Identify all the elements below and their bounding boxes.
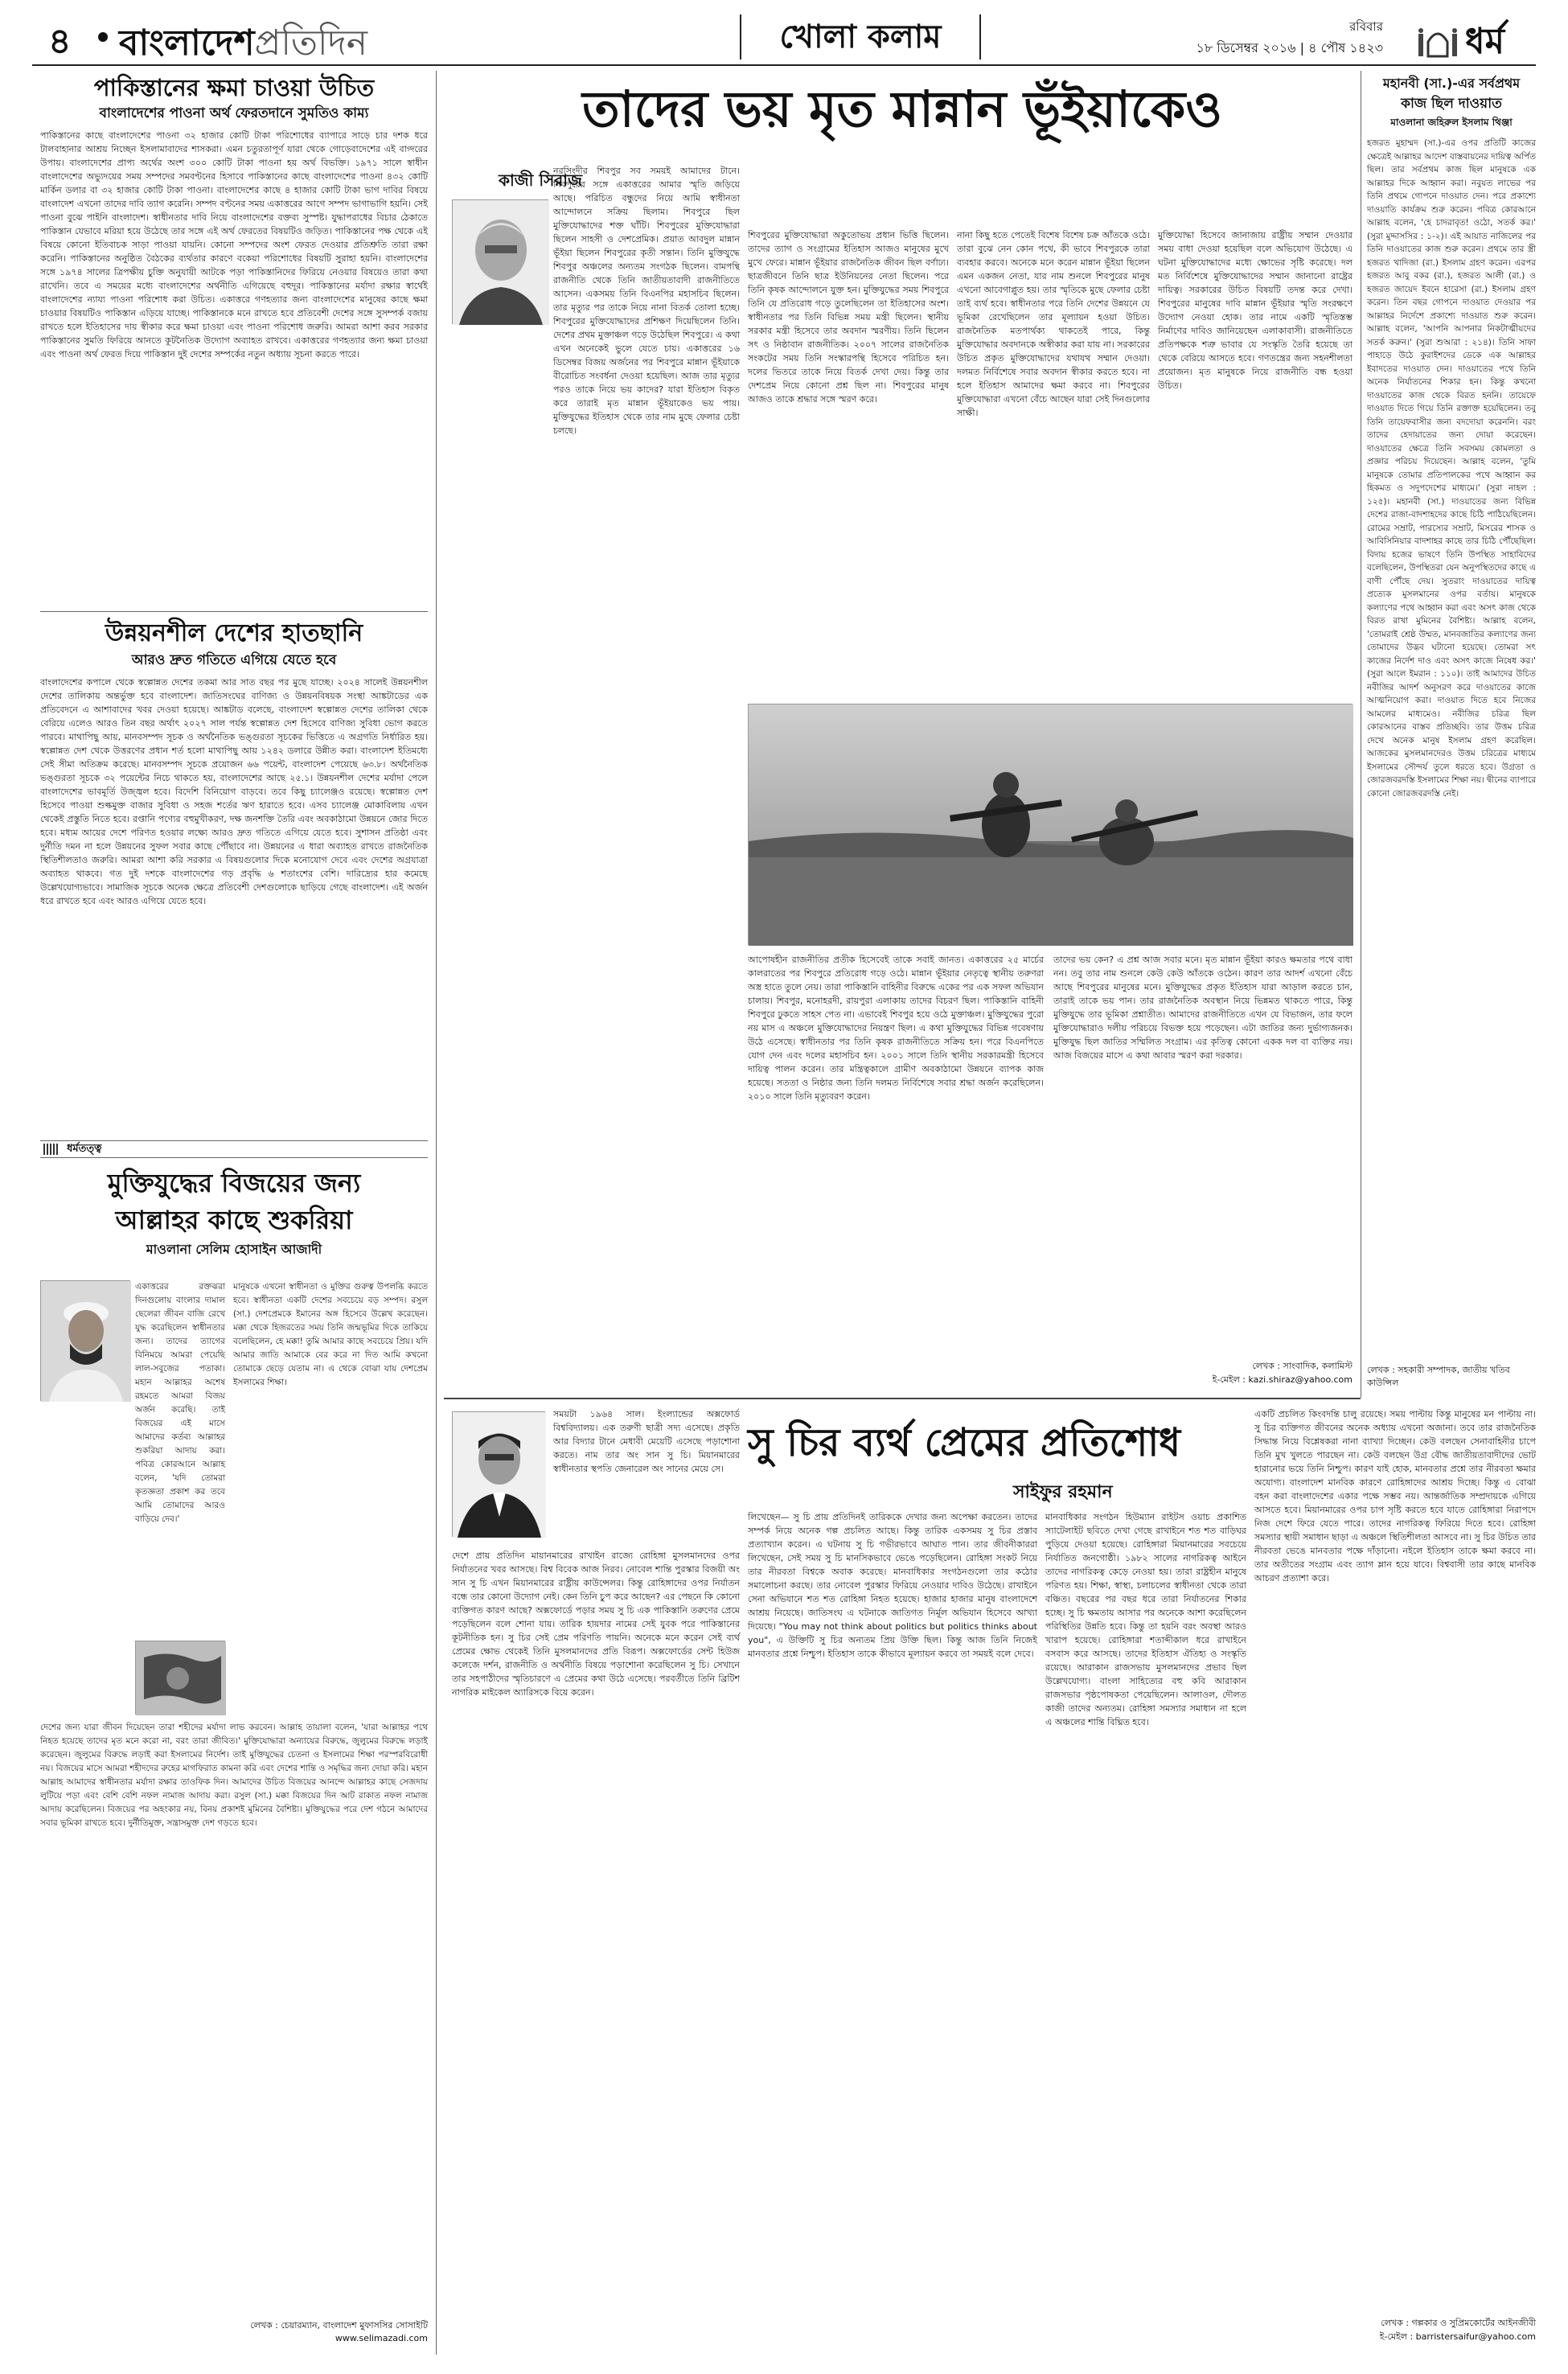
left-article-3 xyxy=(40,1164,428,1267)
editorial-body-2: বাংলাদেশের কপালে থেকে স্বল্পোন্নত দেশের তকমা আর সাত বছর পর মুছে যাচ্ছে। ২০২৪ সালেই উন্নয়নশীল দেশের তালিকায় অন্তর্ভুক্ত হবে বাংলাদেশ। জাতিসংঘের বাণিজ্য ও উন্নয়নবিষয়ক সংস্থা আঙ্কটাডের এক প্রতিবেদনে এ আশাবাদের খবর দেওয়া হয়েছে। আঙ্কটাড বলেছে, বাংলাদেশ স্বল্পোন্নত দেশের তালিকা থেকে বেরিয়ে এলেও আরও তিন বছর অর্থাৎ ২০২৭ সাল পর্যন্ত স্বল্পোন্নত দেশ হিসেবে বাণিজ্য সুবিধা ভোগ করতে পারবে। মাথাপিছু আয়, মানবসম্পদ সূচক ও অর্থনৈতিক ভঙ্গুরতা সূচকের ভিত্তিতে এ অগ্রগতি নির্ধারিত হয়। স্বল্পোন্নত দেশ থেকে উত্তরণের প্রধান শর্ত হলো মাথাপিছু আয় ১২৪২ ডলারে উন্নীত করা। বাংলাদেশ ইতিমধ্যে সেই সীমা অতিক্রম করেছে। মানবসম্পদ সূচকে প্রয়োজন ৬৬ পয়েন্ট, বাংলাদেশ পেয়েছে ৬৩.৮। অর্থনৈতিক ভঙ্গুরতা সূচকে ৩২ পয়েন্টের নিচে থাকতে হয়, বাংলাদেশের আছে ২৫.১। উন্নয়নশীল দেশের মর্যাদা পেলে বাংলাদেশের ভাবমূর্তি উজ্জ্বল হবে। বিদেশি বিনিয়োগ বাড়বে। তবে কিছু চ্যালেঞ্জও রয়েছে। স্বল্পোন্নত দেশ হিসেবে পাওয়া শুল্কমুক্ত বাজার সুবিধা ও সহজ শর্তের ঋণ হারাতে হবে। এসব চ্যালেঞ্জ মোকাবিলায় এখন থেকেই প্রস্তুতি নিতে হবে। রপ্তানি পণ্যের বহুমুখীকরণ, দক্ষ জনশক্তি তৈরি এবং অবকাঠামো উন্নয়নে জোর দিতে হবে। মধ্যম আয়ের দেশে পরিণত হওয়ার লক্ষ্যে আরও দ্রুত গতিতে এগিয়ে যেতে হবে। সুশাসন প্রতিষ্ঠা এবং দুর্নীতি দমন না হলে উন্নয়নের সুফল সবার কাছে পৌঁছাবে না। উন্নয়নের এ ধারা অব্যাহত রাখতে রাজনৈতিক স্থিতিশীলতাও জরুরি। আমরা আশা করি সরকার এ বিষয়গুলোর দিকে মনোযোগ দেবে এবং দেশের অগ্রযাত্রা অব্যাহত থাকবে। গত দুই দশকে বাংলাদেশের গড় প্রবৃদ্ধি ৬ শতাংশের বেশি। দারিদ্র্যের হার কমেছে উল্লেখযোগ্যভাবে। সামাজিক সূচকে অনেক ক্ষেত্রে প্রতিবেশী দেশগুলোকে ছাড়িয়ে গেছে বাংলাদেশ। এই অর্জন ধরে রাখতে হবে এবং আরও এগিয়ে যেতে হবে। xyxy=(40,677,431,906)
religion-bar-label: ধর্মতত্ত্ব xyxy=(67,1143,102,1155)
religion-section-bar xyxy=(40,1140,428,1158)
left-article-1 xyxy=(40,72,431,611)
day-label: রবিবার xyxy=(1349,19,1383,34)
paper-name xyxy=(119,16,367,75)
author-photo-saifur xyxy=(452,1411,545,1537)
kazi-footer-role: লেখক : সাংবাদিক, কলামিস্ট xyxy=(1252,1361,1353,1371)
right-article xyxy=(1367,74,1536,133)
paper-name-bold: বাংলাদেশ xyxy=(119,23,255,64)
saifur-footer-role: লেখক : গল্পকার ও সুপ্রিমকোর্টের আইনজীবী xyxy=(1381,2318,1536,2328)
saifur-col2: লিখেছেন— সু চি প্রায় প্রতিদিনই তারিককে দেখার জন্য অপেক্ষা করতেন। তাদের সম্পর্ক নিয়ে অনেক গল্প প্রচলিত আছে। কিন্তু তারিক একসময় সু চির প্রস্তাব প্রত্যাখ্যান করেন। এ ঘটনায় সু চি গভীরভাবে আঘাত পান। তার জীবনীকাররা লিখেছেন, সেই সময় সু চি মানসিকভাবে ভেঙে পড়েছিলেন। রোহিঙ্গা সংকট নিয়ে তার নীরবতা বিশ্বকে অবাক করেছে। মানবাধিকার সংগঠনগুলো তার কঠোর সমালোচনা করছে। তার নোবেল পুরস্কার ফিরিয়ে নেওয়ার দাবিও উঠেছে। রাখাইনে সেনা অভিযানে শত শত রোহিঙ্গা নিহত হয়েছে। হাজার হাজার মানুষ বাংলাদেশে আশ্রয় নিয়েছে। জাতিসংঘ এ ঘটনাকে জাতিগত নির্মূল অভিযান হিসেবে আখ্যা দিয়েছে। "You may not think about politics but politics thinks about you", এ উক্তিটি সু চির অন্যতম প্রিয় উক্তি ছিল। কিন্তু আজ তিনি নিজেই মানবতার প্রশ্নে নিশ্চুপ। ইতিহাস তাকে কীভাবে মূল্যায়ন করবে তা সময়ই বলে দেবে। xyxy=(748,1512,1041,1659)
saifur-footer-email: ই-মেইল : barristersaifur@yahoo.com xyxy=(1379,2331,1536,2342)
religion-headline-line1: মুক্তিযুদ্ধের বিজয়ের জন্য xyxy=(107,1168,361,1198)
editorial-headline-2: উন্নয়নশীল দেশের হাতছানি xyxy=(105,619,363,647)
kazi-author-name: কাজী সিরাজ xyxy=(499,170,582,190)
right-footer: লেখক : সহকারী সম্পাদক, জাতীয় খতিব কাউন্সিল xyxy=(1367,1365,1510,1388)
page-number: ৪ xyxy=(48,21,72,62)
date-box xyxy=(1142,18,1383,60)
religion-section-title: ধর্ম xyxy=(1465,21,1505,62)
kazi-col-lower: আপোষহীন রাজনীতির প্রতীক হিসেবেই তাকে সবাই জানত। একাত্তরের ২৫ মার্চের কালরাতের পর শিবপুরে প্রতিরোধ গড়ে ওঠে। মান্নান ভূঁইয়ার নেতৃত্বে স্থানীয় তরুণরা অস্ত্র হাতে তুলে নেয়। তারা পাকিস্তানি বাহিনীর বিরুদ্ধে একের পর এক সফল অভিযান চালায়। শিবপুর, মনোহরদী, রায়পুরা এলাকায় তাদের বিচরণ ছিল। পাকিস্তানি বাহিনী শিবপুরে ঢুকতে সাহস পেত না। এভাবেই শিবপুর হয়ে ওঠে মুক্তাঞ্চল। মুক্তিযুদ্ধের পুরো নয় মাস এ অঞ্চলে মুক্তিযোদ্ধাদের নিয়ন্ত্রণ ছিল। এ কথা মুক্তিযুদ্ধের বিভিন্ন গবেষণায় উঠে এসেছে। স্বাধীনতার পর তিনি কৃষক রাজনীতিতে সক্রিয় হন। পরে বিএনপিতে যোগ দেন এবং দলের মহাসচিব হন। ২০০১ সালে তিনি স্থানীয় সরকারমন্ত্রী হিসেবে দায়িত্ব পালন করেন। তার মন্ত্রিত্বকালে গ্রামীণ অবকাঠামো উন্নয়নে ব্যাপক কাজ হয়েছে। সততা ও নিষ্ঠার জন্য তিনি দলমত নির্বিশেষে সবার শ্রদ্ধা অর্জন করেছিলেন। ২০১০ সালে তিনি মৃত্যুবরণ করেন। xyxy=(748,955,1047,1102)
religion-bar-icon xyxy=(43,1144,58,1155)
kazi-footer-email: ই-মেইল : kazi.shiraz@yahoo.com xyxy=(1212,1374,1353,1385)
religion-footer xyxy=(233,2319,428,2345)
date-label: ১৮ ডিসেম্বর ২০১৬ | ৪ পৌষ ১৪২৩ xyxy=(1196,40,1383,55)
religion-footer-url: www.selimazadi.com xyxy=(335,2333,428,2343)
right-body: হজরত মুহাম্মদ (সা.)-এর ওপর প্রতিটি কাজের ক্ষেত্রেই আল্লাহর আদেশ বাস্তবায়নের দায়িত্ব অর্পিত ছিল। তার সর্বপ্রথম কাজ ছিল মানুষকে এক আল্লাহর দিকে আহ্বান করা। নবুয়ত লাভের পর তিনি প্রথমে গোপনে দাওয়াত দেন। পরে প্রকাশ্যে দাওয়াতি কার্যক্রম শুরু করেন। পবিত্র কোরআনে আল্লাহ বলেন, 'হে চাদরাবৃত! ওঠো, সতর্ক কর।' (সুরা মুদ্দাসসির : ১-২)। এই আয়াত নাজিলের পর তিনি দাওয়াতের কাজ শুরু করেন। প্রথমে তার স্ত্রী হজরত খাদিজা (রা.) ইসলাম গ্রহণ করেন। এরপর হজরত আবু বকর (রা.), হজরত আলী (রা.) ও হজরত জায়েদ ইবনে হারেসা (রা.) ইসলাম গ্রহণ করেন। তিন বছর গোপনে দাওয়াত দেওয়ার পর আল্লাহর নির্দেশে প্রকাশ্যে দাওয়াত শুরু করেন। আল্লাহ বলেন, 'আপনি আপনার নিকটাত্মীয়দের সতর্ক করুন।' (সুরা শুআরা : ২১৪)। তিনি সাফা পাহাড়ে উঠে কুরাইশদের ডেকে এক আল্লাহর ইবাদতের দাওয়াত দেন। দাওয়াতের পথে তিনি অনেক নির্যাতনের শিকার হন। কিন্তু কখনো দাওয়াতের কাজ থেকে বিরত হননি। তায়েফে দাওয়াত দিতে গিয়ে তিনি রক্তাক্ত হয়েছিলেন। তবু তিনি তায়েফবাসীর জন্য বদদোয়া করেননি। বরং তাদের হেদায়াতের জন্য দোয়া করেছেন। দাওয়াতের ক্ষেত্রে তিনি সবসময় কোমলতা ও প্রজ্ঞার পরিচয় দিয়েছেন। আল্লাহ বলেন, 'তুমি মানুষকে তোমার প্রতিপালকের পথে আহ্বান কর হিকমত ও সদুপদেশের মাধ্যমে।' (সুরা নাহল : ১২৫)। মহানবী (সা.) দাওয়াতের জন্য বিভিন্ন দেশের রাজা-বাদশাহদের কাছে চিঠি পাঠিয়েছিলেন। রোমের সম্রাট, পারস্যের সম্রাট, মিসরের শাসক ও আবিসিনিয়ার বাদশাহর কাছে তার চিঠি পৌঁছেছিল। বিদায় হজের ভাষণে তিনি উপস্থিত সাহাবিদের বলেছিলেন, উপস্থিতরা যেন অনুপস্থিতদের কাছে এ বাণী পৌঁছে দেয়। সুতরাং দাওয়াতের দায়িত্ব প্রত্যেক মুসলমানের ওপর বর্তায়। মানুষকে কল্যাণের পথে আহ্বান করা এবং অসৎ কাজ থেকে বিরত রাখা মুমিনের বৈশিষ্ট্য। আল্লাহ বলেন, 'তোমরাই শ্রেষ্ঠ উম্মত, মানবজাতির কল্যাণের জন্য তোমাদের উদ্ভব ঘটানো হয়েছে। তোমরা সৎ কাজের নির্দেশ দাও এবং অসৎ কাজে নিষেধ কর।' (সুরা আলে ইমরান : ১১০)। তাই আমাদের উচিত নবীজির আদর্শ অনুসরণ করে দাওয়াতের কাজে আত্মনিয়োগ করা। দাওয়াত দিতে হবে নিজের আমলের মাধ্যমেও। নবীজির চরিত্র ছিল কোরআনের বাস্তব প্রতিচ্ছবি। তার উত্তম চরিত্র দেখে অনেক মানুষ ইসলাম গ্রহণ করেছিল। আজকের মুসলমানদেরও উত্তম চরিত্রের মাধ্যমে ইসলামের সৌন্দর্য তুলে ধরতে হবে। উগ্রতা ও জোরজবরদস্তি ইসলামের শিক্ষা নয়। দ্বীনের ব্যাপারে কোনো জোরজবরদস্তি নেই। xyxy=(1367,138,1539,799)
section-title xyxy=(740,14,981,60)
center-divider xyxy=(444,1398,1361,1399)
left-divider-1 xyxy=(40,611,428,612)
flag-photo xyxy=(135,1641,225,1715)
kazi-col3: নানা কিছু হতে পেতেই বিশেষ বিশেষ চক্র আঁতকে ওঠে। তারা বুঝে নেন কোন পথে, কী ভাবে শিবপুরকে তারা ব্যবহার করবে। অনেকে মনে করেন মান্নান ভূঁইয়া ছিলেন এমন একজন নেতা, যার নাম শুনলে শিবপুরের মানুষ এখনো আবেগাপ্লুত হয়। তার স্মৃতিকে মুছে ফেলার চেষ্টা তাই ব্যর্থ হবে। স্বাধীনতার পরে তিনি দেশের উন্নয়নে যে ভূমিকা রেখেছিলেন তার মূল্যায়ন হওয়া উচিত। রাজনৈতিক মতপার্থক্য থাকতেই পারে, কিন্তু মুক্তিযোদ্ধার অবদানকে অস্বীকার করা যায় না। সরকারের উচিত প্রকৃত মুক্তিযোদ্ধাদের যথাযথ সম্মান দেওয়া। দলমত নির্বিশেষে সবার অবদান স্বীকার করতে হবে। না হলে ইতিহাস আমাদের ক্ষমা করবে না। শিবপুরের মুক্তিযোদ্ধারা এখনো বেঁচে আছেন যারা সেই দিনগুলোর সাক্ষী। xyxy=(957,230,1153,418)
saifur-col1: দেশে প্রায় প্রতিদিন মায়ানমারের রাখাইন রাজ্যে রোহিঙ্গা মুসলমানদের ওপর নির্যাতনের খবর আসছে। বিশ্ব বিবেক আজ নিরব। নোবেল শান্তি পুরস্কার বিজয়ী অং সান সু চি এখন মিয়ানমারের রাষ্ট্রীয় কাউন্সেলর। কিন্তু রোহিঙ্গাদের ওপর নির্যাতন বন্ধে তার কোনো উদ্যোগ নেই। কেন তিনি চুপ করে আছেন? এর পেছনে কি কোনো ব্যক্তিগত কারণ আছে? অক্সফোর্ডে পড়ার সময় সু চি এক পাকিস্তানি তরুণের প্রেমে পড়েছিলেন বলে শোনা যায়। তারিক হায়দার নামের সেই যুবক পরে পাকিস্তানের কূটনীতিক হন। সু চির সেই প্রেম পরিণতি পায়নি। অনেকে মনে করেন সেই ব্যর্থ প্রেমের ক্ষোভ থেকেই তিনি মুসলমানদের প্রতি বিরূপ। অক্সফোর্ডের সেন্ট হিউজ কলেজে দর্শন, রাজনীতি ও অর্থনীতি বিষয়ে পড়াশোনা করেছিলেন সু চি। সেখানে তার সহপাঠীদের স্মৃতিচারণে এ প্রেমের কথা উঠে এসেছে। পরবর্তীতে তিনি ব্রিটিশ নাগরিক মাইকেল অ্যারিসকে বিয়ে করেন। xyxy=(452,1550,743,1698)
paper-name-light: প্রতিদিন xyxy=(254,23,367,64)
kazi-col-lower2: তাদের ভয় কেন? এ প্রশ্ন আজ সবার মনে। মৃত মান্নান ভূঁইয়া কারও ক্ষমতার পথে বাধা নন। তবু তার নাম শুনলে কেউ কেউ আঁতকে ওঠেন। কারণ তার আদর্শ এখনো বেঁচে আছে শিবপুরের মানুষের মনে। মুক্তিযুদ্ধের প্রকৃত ইতিহাস যারা আড়াল করতে চান, তারাই তাকে ভয় পান। তার রাজনৈতিক অবস্থান নিয়ে ভিন্নমত থাকতে পারে, কিন্তু মুক্তিযুদ্ধে তার ভূমিকা প্রশ্নাতীত। আমাদের রাজনীতিতে এখন যে বিভাজন, তার ফলে মুক্তিযোদ্ধারাও দলীয় পরিচয়ে বিভক্ত হয়ে পড়েছেন। এটা জাতির জন্য দুর্ভাগ্যজনক। মুক্তিযুদ্ধ ছিল জাতির সম্মিলিত সংগ্রাম। এর কৃতিত্ব কোনো একক দল বা ব্যক্তির নয়। আজ বিজয়ের মাসে এ কথা আবার স্মরণ করা দরকার। xyxy=(1053,955,1356,1061)
left-article-2 xyxy=(40,618,431,1126)
religion-author: মাওলানা সেলিম হোসাইন আজাদী xyxy=(146,1242,322,1257)
mosque-icon xyxy=(1415,18,1460,58)
religion-headline-line2: আল্লাহর কাছে শুকরিয়া xyxy=(115,1205,353,1235)
editorial-headline-1: পাকিস্তানের ক্ষমা চাওয়া উচিত xyxy=(93,74,375,101)
religion-body-a: একাত্তরের রক্তঝরা দিনগুলোয় বাংলার দামাল ছেলেরা জীবন বাজি রেখে যুদ্ধ করেছিলেন স্বাধীনতার জন্য। তাদের ত্যাগের বিনিময়ে আমরা পেয়েছি লাল-সবুজের পতাকা। মহান আল্লাহর অশেষ রহমতে আমরা বিজয় অর্জন করেছি। তাই বিজয়ের এই মাসে আমাদের কর্তব্য আল্লাহর শুকরিয়া আদায় করা। পবিত্র কোরআনে আল্লাহ বলেন, 'যদি তোমরা কৃতজ্ঞতা প্রকাশ কর তবে আমি তোমাদের আরও বাড়িয়ে দেব।' xyxy=(135,1282,228,1524)
kazi-footer xyxy=(1053,1359,1353,1386)
kazi-col2: শিবপুরের মুক্তিযোদ্ধারা অকুতোভয় প্রধান ভিত্তি ছিলেন। তাদের ত্যাগ ও সংগ্রামের ইতিহাস আজও মানুষের মুখে মুখে ফেরে। মান্নান ভূঁইয়ার রাজনৈতিক জীবন ছিল বর্ণাঢ্য। ছাত্রজীবনে তিনি ছাত্র ইউনিয়নের নেতা ছিলেন। পরে তিনি কৃষক আন্দোলনে যুক্ত হন। মুক্তিযুদ্ধের সময় শিবপুরে তিনি যে প্রতিরোধ গড়ে তুলেছিলেন তা ইতিহাসের অংশ। স্বাধীনতার পর তিনি বিভিন্ন সময় মন্ত্রী ছিলেন। স্থানীয় সরকার মন্ত্রী হিসেবে তার অবদান স্মরণীয়। তিনি ছিলেন সৎ ও নিষ্ঠাবান রাজনীতিক। ২০০৭ সালের রাজনৈতিক সংকটের সময় তিনি সংস্কারপন্থি হিসেবে পরিচিত হন। দলের ভিতরে তাকে নিয়ে বিতর্ক দেখা দেয়। কিন্তু তার দেশপ্রেম নিয়ে কোনো প্রশ্ন ছিল না। শিবপুরের মানুষ আজও তাকে শ্রদ্ধার সঙ্গে স্মরণ করে। xyxy=(748,230,952,405)
saifur-author-name: সাইফুর রহমান xyxy=(1013,1482,1113,1502)
right-headline-line2: কাজ ছিল দাওয়াত xyxy=(1401,96,1502,112)
author-photo-kazi-siraj xyxy=(452,199,548,324)
kazi-col1: নরসিংদীর শিবপুর সব সময়ই আমাদের টানে। শিবপুরের সঙ্গে একাত্তরের আমার স্মৃতি জড়িয়ে আছে। পরিচিত বন্ধুদের নিয়ে আমি স্বাধীনতা আন্দোলনে সক্রিয় ছিলাম। শিবপুরে ছিল মুক্তিযোদ্ধাদের শক্ত ঘাঁটি। শিবপুরের মুক্তিযোদ্ধারা ছিলেন সাহসী ও দেশপ্রেমিক। প্রয়াত আবদুল মান্নান ভূঁইয়া ছিলেন শিবপুরের কৃতী সন্তান। তিনি মুক্তিযুদ্ধে শিবপুর অঞ্চলের অন্যতম সংগঠক ছিলেন। বামপন্থি রাজনীতি থেকে তিনি জাতীয়তাবাদী রাজনীতিতে আসেন। একসময় তিনি বিএনপির মহাসচিব ছিলেন। তার মৃত্যুর পর তাকে নিয়ে নানা বিতর্ক তোলা হচ্ছে। শিবপুরের মুক্তিযোদ্ধাদের প্রশিক্ষণ দিয়েছিলেন তিনি। দেশের প্রথম মুক্তাঞ্চল গড়ে উঠেছিল শিবপুরে। এ কথা এখন অনেকেই ভুলে যেতে চায়। একাত্তরের ১৬ ডিসেম্বর বিজয় অর্জনের পর শিবপুরে মান্নান ভূঁইয়াকে বীরোচিত সংবর্ধনা দেওয়া হয়েছিল। আজ তার মৃত্যুর পরও তাকে নিয়ে ভয় কাদের? যারা ইতিহাস বিকৃত করে তারাই মৃত মান্নান ভূঁইয়াকেও ভয় পায়। মুক্তিযুদ্ধের ইতিহাস থেকে তার নাম মুছে ফেলার চেষ্টা চলছে। xyxy=(553,166,743,436)
kazi-col3b: মুক্তিযোদ্ধা হিসেবে জানাজায় রাষ্ট্রীয় সম্মান দেওয়ার সময় বাধা দেওয়া হয়েছিল বলে অভিযোগ উঠেছে। এ ঘটনা মুক্তিযোদ্ধাদের মধ্যে ক্ষোভের সৃষ্টি করেছে। দল মত নির্বিশেষে মুক্তিযোদ্ধাদের সম্মান জানানো রাষ্ট্রের দায়িত্ব। সরকারের উচিত বিষয়টি তদন্ত করে দেখা। শিবপুরের মানুষের দাবি মান্নান ভূঁইয়ার স্মৃতি সংরক্ষণে উদ্যোগ নেওয়া হোক। তার নামে একটি স্মৃতিস্তম্ভ নির্মাণের দাবিও জানিয়েছেন এলাকাবাসী। রাজনীতিতে প্রতিপক্ষকে শত্রু ভাবার যে সংস্কৃতি তৈরি হয়েছে তা থেকে বেরিয়ে আসতে হবে। গণতন্ত্রের জন্য সহনশীলতা প্রয়োজন। মৃত মানুষকে নিয়ে রাজনীতি বন্ধ হওয়া উচিত। xyxy=(1158,230,1356,391)
saifur-headline: সু চির ব্যর্থ প্রেমের প্রতিশোধ xyxy=(748,1420,1181,1465)
right-headline-line1: মহানবী (সা.)-এর সর্বপ্রথম xyxy=(1382,76,1521,91)
liberation-war-photo xyxy=(748,704,1353,945)
section-title-text: খোলা কলাম xyxy=(779,18,942,55)
saifur-intro: সময়টা ১৯৬৪ সাল। ইংল্যান্ডের অক্সফোর্ড বিশ্ববিদ্যালয়। এক তরুণী ছাত্রী সদ্য এসেছে। প্রকৃতি আর বিদ্যার টানে মেধাবী মেয়েটি এসেছে পড়াশোনা করতে। নাম তার অং সান সু চি। মিয়ানমারের স্বাধীনতার স্থপতি জেনারেল অং সানের মেয়ে সে। xyxy=(553,1409,743,1474)
right-author: মাওলানা জহিরুল ইসলাম থিঞ্জা xyxy=(1390,117,1513,128)
main-headline: তাদের ভয় মৃত মান্নান ভূঁইয়াকেও xyxy=(582,80,1222,138)
saifur-footer xyxy=(1254,2316,1536,2343)
editorial-subheadline-1: বাংলাদেশের পাওনা অর্থ ফেরতদানে সুমতিও কাম্য xyxy=(99,105,369,121)
author-photo-azadi xyxy=(40,1280,130,1401)
editorial-body-1: পাকিস্তানের কাছে বাংলাদেশের পাওনা ৩২ হাজার কোটি টাকা পরিশোধের ব্যাপারে সাড়ে চার দশক ধরে টালবাহানার আশ্রয় নিচ্ছেন ইসলামাবাদের শাসকরা। এমন চতুরতাপূর্ণ যারা থেকে গোড়েবাদেশের এই বাগ্দরের উপায়। বাংলাদেশের প্রাপ্য অর্থের অংশ ৩০০ কোটি টাকা পাওনা হয় অর্থ বিভক্তি। ১৯৭১ সালে স্বাধীন বাংলাদেশের অভ্যুদয়ের সময় সম্পদের সমবণ্টনের হিসাবে পাকিস্তানের কাছে বাংলাদেশের পাওনা ৪৩২ কোটি মার্কিন ডলার বা ৩২ হাজার কোটি টাকা পাওনা। বাংলাদেশের কাছে ৪ হাজার কোটি টাকা ভাগ দাবির বিষয়ে বাংলাদেশ এখনো তাদের দাবি ত্যাগ করেনি। সম্পদ বণ্টনের সময় একাত্তরের আগে সম্পদ ভাগাভাগি হয়নি। সেই পাওনা বুঝে পাইনি বাংলাদেশ। স্বাধীনতার দাবি নিয়ে বাংলাদেশের বক্তব্য সুস্পষ্ট। যুদ্ধাপরাধের বিচার ঠেকাতে পাকিস্তান যেভাবে মরিয়া হয়ে উঠেছে তার সঙ্গে এই অর্থ ফেরতের বিষয়টিও জড়িত। পাকিস্তানের পক্ষ থেকে এই বিষয়ে কোনো ইতিবাচক সাড়া পাওয়া যায়নি। কোনো সম্পদের অংশ ফেরত দেওয়ার প্রতিশ্রুতি তারা রক্ষা করেনি। পাকিস্তানের অনুষ্ঠিত বৈঠকের ব্যর্থতার কারণে বকেয়া পরিশোধের বিষয়টি সুরাহা হয়নি। বাংলাদেশের সঙ্গে ১৯৭৪ সালের ত্রিপক্ষীয় চুক্তি অনুযায়ী আটকে পড়া পাকিস্তানিদের ফিরিয়ে নেওয়ার বিষয়েও তারা কথা রাখেনি। তবে এ সময়ের মধ্যে বাংলাদেশের অর্থনীতি এগিয়েছে বহুদূর। পাকিস্তানের মর্যাদা রক্ষার স্বার্থেই বাংলাদেশের ন্যায্য পাওনা পরিশোধ করা উচিত। একাত্তরে গণহত্যার জন্য বাংলাদেশের মানুষের কাছে ক্ষমা চাওয়ার বিষয়টিও পাকিস্তান এড়িয়ে যাচ্ছে। পাকিস্তানকে মনে রাখতে হবে প্রতিবেশী দেশের সঙ্গে সুসম্পর্ক বজায় রাখতে হলে ইতিহাসের দায় স্বীকার করে ক্ষমা চাওয়া এবং পাওনা পরিশোধ জরুরি। আমরা আশা করব সরকার পাকিস্তানের সুমতি ফিরিয়ে আনতে কূটনৈতিক উদ্যোগ অব্যাহত রাখবে। একাত্তরের গণহত্যার জন্য ক্ষমা চাওয়া এবং পাওনা অর্থ ফেরত দিয়ে পাকিস্তান দু্ই দেশের সম্পর্কের নতুন অধ্যায় সূচনা করতে পারে। xyxy=(40,130,431,359)
saifur-col4: একটি প্রচলিত কিংবদন্তি চালু রয়েছে। সময় পাল্টায় কিন্তু মানুষের মন পাল্টায় না। সু চির ব্যক্তিগত জীবনের অনেক অধ্যায় এখনো অজানা। তবে তার রাজনৈতিক সিদ্ধান্ত নিয়ে বিশ্লেষকরা নানা ব্যাখ্যা দিচ্ছেন। কেউ বলছেন সেনাবাহিনীর চাপে তিনি মুখ খুলতে পারছেন না। কেউ বলছেন উগ্র বৌদ্ধ জাতীয়তাবাদীদের ভোট হারানোর ভয়ে তিনি নিশ্চুপ। কারণ যাই হোক, মানবতার প্রশ্নে তার নীরবতা ক্ষমার অযোগ্য। বাংলাদেশ মানবিক কারণে রোহিঙ্গাদের আশ্রয় দিচ্ছে। কিন্তু এ বোঝা বহন করা বাংলাদেশের একার পক্ষে সম্ভব নয়। আন্তর্জাতিক সম্প্রদায়কে এগিয়ে আসতে হবে। মিয়ানমারের ওপর চাপ সৃষ্টি করতে হবে যাতে রোহিঙ্গারা নিরাপদে নিজ দেশে ফিরে যেতে পারে। তাদের নাগরিকত্ব ফিরিয়ে দিতে হবে। রোহিঙ্গা সমস্যার স্থায়ী সমাধান ছাড়া এ অঞ্চলে স্থিতিশীলতা আসবে না। সু চির উচিত তার নীরবতা ভেঙে মানবতার পক্ষে দাঁড়ানো। নইলে ইতিহাস তাকে ক্ষমা করবে না। তার অতীতের সংগ্রাম এবং ত্যাগ ম্লান হয়ে যাবে। বিশ্ববাসী তার কাছে মানবিক আচরণ প্রত্যাশা করে। xyxy=(1254,1409,1539,1583)
religion-body-b: মানুষকে এখনো স্বাধীনতা ও মুক্তির গুরুত্ব উপলব্ধি করতে হবে। স্বাধীনতা একটি দেশের সবচেয়ে বড় সম্পদ। রসুল (সা.) দেশপ্রেমকে ইমানের অঙ্গ হিসেবে উল্লেখ করেছেন। মক্কা থেকে হিজরতের সময় তিনি জন্মভূমির দিকে তাকিয়ে বলেছিলেন, হে মক্কা! তুমি আমার কাছে সবচেয়ে প্রিয়। যদি আমার জাতি আমাকে বের করে না দিত আমি কখনো তোমাকে ছেড়ে যেতাম না। এ থেকে বোঝা যায় দেশপ্রেম ইসলামের শিক্ষা। xyxy=(233,1282,431,1387)
saifur-col3: মানবাধিকার সংগঠন হিউম্যান রাইটস ওয়াচ প্রকাশিত স্যাটেলাইট ছবিতে দেখা গেছে রাখাইনে শত শত বাড়িঘর পুড়িয়ে দেওয়া হয়েছে। রোহিঙ্গারা মিয়ানমারের সবচেয়ে নির্যাতিত জনগোষ্ঠী। ১৯৮২ সালের নাগরিকত্ব আইনে তাদের নাগরিকত্ব কেড়ে নেওয়া হয়। তারা রাষ্ট্রহীন মানুষে পরিণত হয়। শিক্ষা, স্বাস্থ্য, চলাচলের স্বাধীনতা থেকে তারা বঞ্চিত। বছরের পর বছর ধরে তারা নির্যাতনের শিকার হচ্ছে। সু চি ক্ষমতায় আসার পর অনেকে আশা করেছিলেন পরিস্থিতির উন্নতি হবে। কিন্তু তা হয়নি বরং অবস্থা আরও খারাপ হয়েছে। রোহিঙ্গারা শতাব্দীকাল ধরে রাখাইনে বসবাস করে আসছে। তাদের ইতিহাস ঐতিহ্য ও সংস্কৃতি রয়েছে। আরাকান রাজসভায় মুসলমানদের প্রভাব ছিল উল্লেখযোগ্য। বাংলা সাহিত্যের বহু কবি আরাকান রাজসভার পৃষ্ঠপোষকতা পেয়েছিলেন। আলাওল, দৌলত কাজী তাদের অন্যতম। রোহিঙ্গা সমস্যার সমাধান না হলে এ অঞ্চলের শান্তি বিঘ্নিত হবে। xyxy=(1045,1512,1250,1727)
masthead-rule xyxy=(32,64,1536,66)
religion-footer-role: লেখক : চেয়ারম্যান, বাংলাদেশ মুফাসসির সোসাইটি xyxy=(250,2320,428,2331)
religion-body-c: দেশের জন্য যারা জীবন দিয়েছেন তারা শহীদের মর্যাদা লাভ করবেন। আল্লাহ তায়ালা বলেন, 'যারা আল্লাহর পথে নিহত হয়েছে তাদের মৃত মনে করো না, বরং তারা জীবিত।' মুক্তিযোদ্ধারা অন্যায়ের বিরুদ্ধে, জুলুমের বিরুদ্ধে লড়াই করেছেন। জুলুমের বিরুদ্ধে লড়াই করা ইসলামের নির্দেশ। তাই মুক্তিযুদ্ধের চেতনা ও ইসলামের শিক্ষা পরস্পরবিরোধী নয়। বিজয়ের মাসে আমরা শহীদদের রুহের মাগফিরাত কামনা করি এবং দেশের শান্তি ও সমৃদ্ধির জন্য দোয়া করি। মহান আল্লাহ আমাদের স্বাধীনতার মর্যাদা রক্ষার তাওফিক দিন। আমাদের উচিত বিজয়ের আনন্দে আল্লাহর কাছে সেজদায় লুটিয়ে পড়া এবং বেশি বেশি নফল নামাজ আদায় করা। রসুল (সা.) মক্কা বিজয়ের দিন আট রাকাত নফল নামাজ আদায় করেছিলেন। বিজয়ের পর অহংকার নয়, বিনয় প্রকাশই মুমিনের বৈশিষ্ট্য। মুক্তিযুদ্ধের পরে দেশ গঠনে আমাদের সবার ভূমিকা রাখতে হবে। দুর্নীতিমুক্ত, সন্ত্রাসমুক্ত দেশ গড়তে হবে। xyxy=(40,1723,431,1828)
masthead-dot xyxy=(98,32,108,42)
left-column-rule xyxy=(436,71,437,2355)
editorial-subheadline-2: আরও দ্রুত গতিতে এগিয়ে যেতে হবে xyxy=(131,652,337,668)
masthead xyxy=(32,14,1536,64)
